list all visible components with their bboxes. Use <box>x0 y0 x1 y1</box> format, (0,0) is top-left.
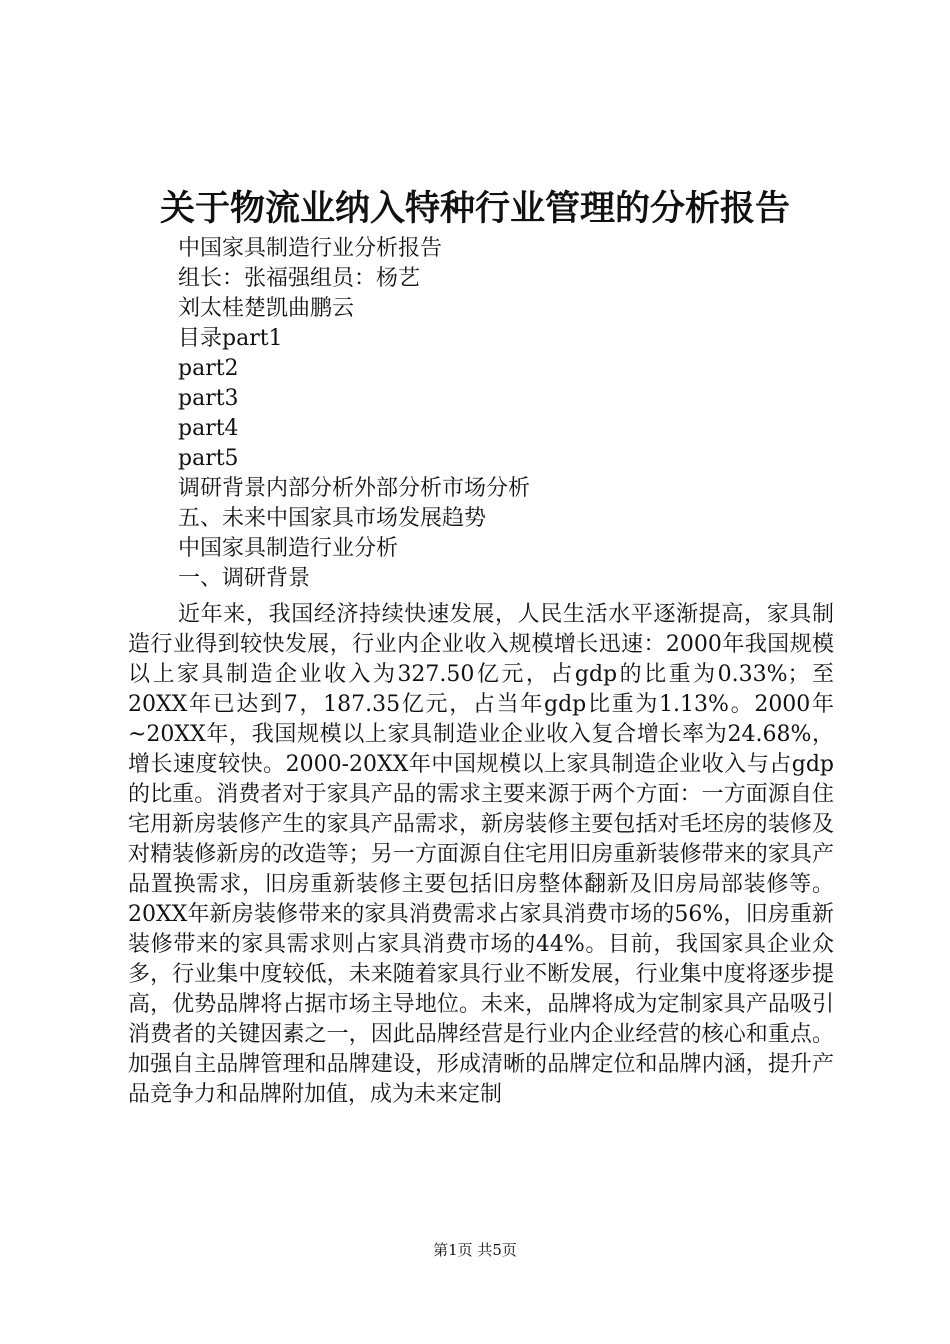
outline-line: 中国家具制造行业分析报告 <box>178 236 443 261</box>
outline-line: 调研背景内部分析外部分析市场分析 <box>178 476 531 501</box>
outline-line: 中国家具制造行业分析 <box>178 536 399 561</box>
outline-line: 五、未来中国家具市场发展趋势 <box>178 506 487 531</box>
outline-line: part4 <box>178 416 239 441</box>
outline-line: part2 <box>178 356 239 381</box>
document-title: 关于物流业纳入特种行业管理的分析报告 <box>159 188 790 229</box>
outline-line: 组长：张福强组员：杨艺 <box>178 266 421 291</box>
body-paragraph: 近年来，我国经济持续快速发展，人民生活水平逐渐提高，家具制造行业得到较快发展，行业内企业收入规模增长迅速：2000年我国规模以上家具制造企业收入为327.50亿元，占gdp的比重为0.33%；至20XX年已达到7，187.35亿元，占当年gdp比重为1.13%。2000年~20XX年，我国规模以上家具制造业企业收入复合增长率为24.68%，增长速度较快。2000-20XX年中国规模以上家具制造企业收入与占gdp的比重。消费者对于家具产品的需求主要来源于两个方面：一方面源自住宅用新房装修产生的家具产品需求，新房装修主要包括对毛坯房的装修及对精装修新房的改造等；另一方面源自住宅用旧房重新装修带来的家具产品置换需求，旧房重新装修主要包括旧房整体翻新及旧房局部装修等。20XX年新房装修带来的家具消费需求占家具消费市场的56%，旧房重新装修带来的家具需求则占家具消费市场的44%。目前，我国家具企业众多，行业集中度较低，未来随着家具行业不断发展，行业集中度将逐步提高，优势品牌将占据市场主导地位。未来，品牌将成为定制家具产品吸引消费者的关键因素之一，因此品牌经营是行业内企业经营的核心和重点。加强自主品牌管理和品牌建设，形成清晰的品牌定位和品牌内涵，提升产品竞争力和品牌附加值，成为未来定制 <box>128 602 834 1107</box>
outline-line: part5 <box>178 446 239 471</box>
outline-lines <box>178 234 878 594</box>
page-indicator: 第1页 共5页 <box>433 1241 517 1259</box>
outline-line: part3 <box>178 386 239 411</box>
outline-line: 刘太桂楚凯曲鹏云 <box>178 296 355 321</box>
section-heading: 一、调研背景 <box>178 566 311 591</box>
outline-line: 目录part1 <box>178 326 283 351</box>
